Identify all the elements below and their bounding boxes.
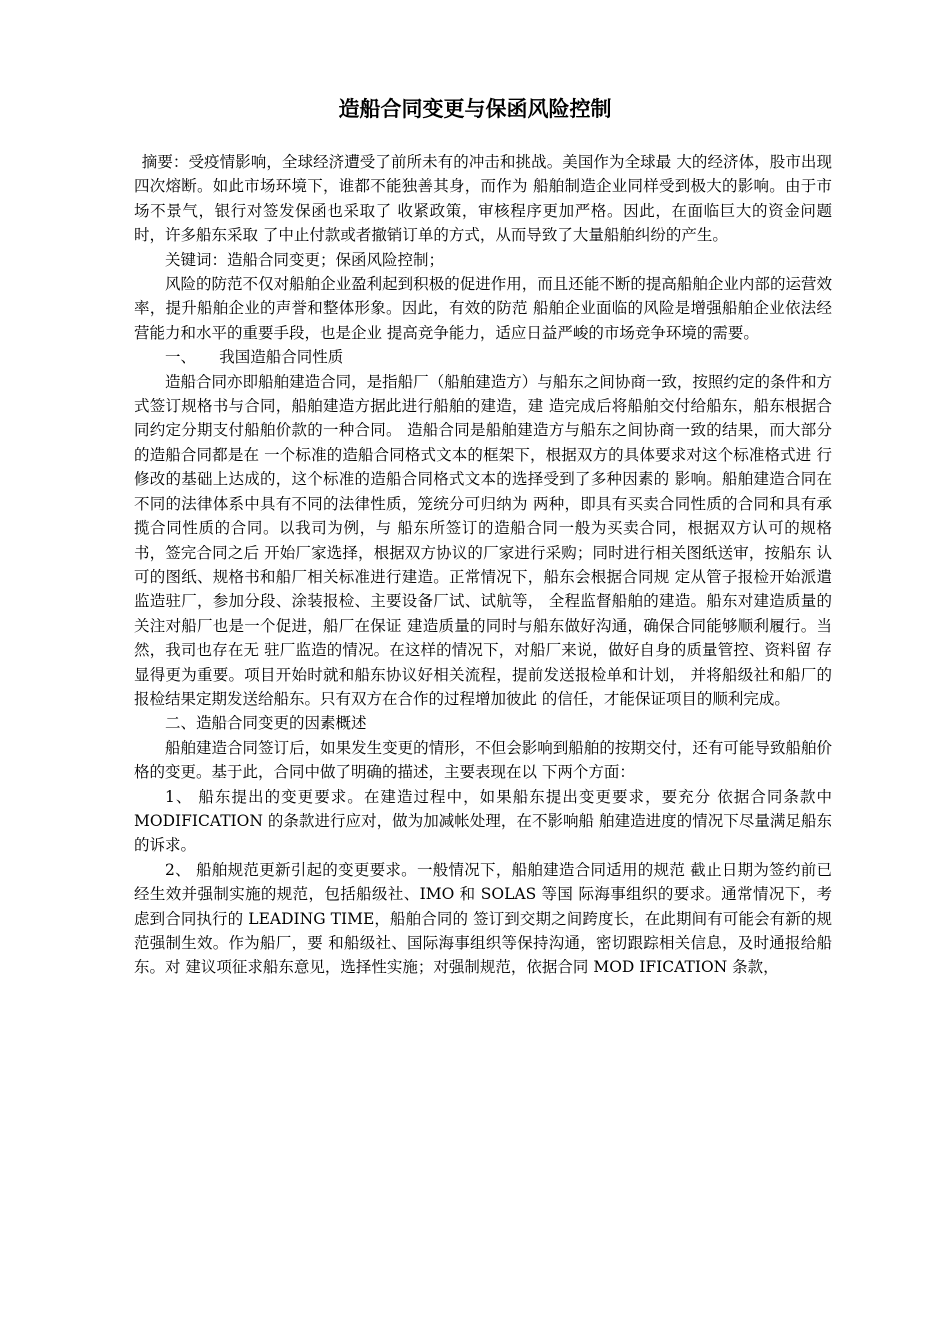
abstract-paragraph: 摘要：受疫情影响，全球经济遭受了前所未有的冲击和挑战。美国作为全球最 大的经济体，股市出现四次熔断。如此市场环境下，谁都不能独善其身，而作为 船舶制造企业同样受到极大的影响。由于市场不景气，银行对签发保函也采取了 收紧政策，审核程序更加严格。因此，在面临巨大的资金问题时，许多船东采取 了中止付款或者撤销订单的方式，从而导致了大量船舶纠纷的产生。 — [134, 153, 832, 245]
body-paragraph: 船舶建造合同签订后，如果发生变更的情形，不但会影响到船舶的按期交付，还有可能导致船舶价格的变更。基于此，合同中做了明确的描述，主要表现在以 下两个方面： — [134, 738, 832, 782]
list-item-paragraph: 2、 船舶规范更新引起的变更要求。一般情况下，船舶建造合同适用的规范 截止日期为签约前已经生效并强制实施的规范，包括船级社、IMO 和 SOLAS 等国 际海事组织的要求。通常情况下，考虑到合同执行的 LEADING TIME，船舶合同的 签订到交期之间跨度长，在此期间有可能会有新的规范强制生效。作为船厂，要 和船级社、国际海事组织等保持沟通，密切跟踪相关信息，及时通报给船东。对 建议项征求船东意见，选择性实施；对强制规范，依据合同 MOD IFICATION 条款， — [134, 860, 832, 977]
document-body — [134, 150, 832, 980]
section-heading: 二、造船合同变更的因素概述 — [165, 714, 367, 733]
body-paragraph: 风险的防范不仅对船舶企业盈利起到积极的促进作用，而且还能不断的提高船舶企业内部的运营效率，提升船舶企业的声誉和整体形象。因此，有效的防范 船舶企业面临的风险是增强船舶企业依法经营能力和水平的重要手段，也是企业 提高竞争能力，适应日益严峻的市场竞争环境的需要。 — [134, 275, 832, 342]
list-item-paragraph: 1、 船东提出的变更要求。在建造过程中，如果船东提出变更要求，要充分 依据合同条款中 MODIFICATION 的条款进行应对，做为加减帐处理，在不影响船 舶建造进度的情况下尽量满足船东的诉求。 — [134, 787, 832, 855]
body-paragraph: 造船合同亦即船舶建造合同，是指船厂（船舶建造方）与船东之间协商一致，按照约定的条件和方式签订规格书与合同，船舶建造方据此进行船舶的建造，建 造完成后将船舶交付给船东，船东根据合同约定分期支付船舶价款的一种合同。 造船合同是船舶建造方与船东之间协商一致的结果，而大部分的造船合同都是在 一个标准的造船合同格式文本的框架下，根据双方的具体要求对这个标准格式进 行修改的基础上达成的，这个标准的造船合同格式文本的选择受到了多种因素的 影响。船舶建造合同在不同的法律体系中具有不同的法律性质，笼统分可归纳为 两种，即具有买卖合同性质的合同和具有承揽合同性质的合同。以我司为例，与 船东所签订的造船合同一般为买卖合同，根据双方认可的规格书，签完合同之后 开始厂家选择，根据双方协议的厂家进行采购；同时进行相关图纸送审，按船东 认可的图纸、规格书和船厂相关标准进行建造。正常情况下，船东会根据合同规 定从管子报检开始派遣监造驻厂，参加分段、涂装报检、主要设备厂试、试航等， 全程监督船舶的建造。船东对建造质量的关注对船厂也是一个促进，船厂在保证 建造质量的同时与船东做好沟通，确保合同能够顺利履行。当然，我司也存在无 驻厂监造的情况。在这样的情况下，对船厂来说，做好自身的质量管控、资料留 存显得更为重要。项目开始时就和船东协议好相关流程，提前发送报检单和计划， 并将船级社和船厂的报检结果定期发送给船东。只有双方在合作的过程增加彼此 的信任，才能保证项目的顺利完成。 — [134, 372, 832, 708]
keywords-paragraph: 关键词：造船合同变更；保函风险控制； — [165, 250, 445, 269]
section-heading: 一、 我国造船合同性质 — [165, 348, 344, 367]
document-title: 造船合同变更与保函风险控制 — [338, 97, 612, 121]
